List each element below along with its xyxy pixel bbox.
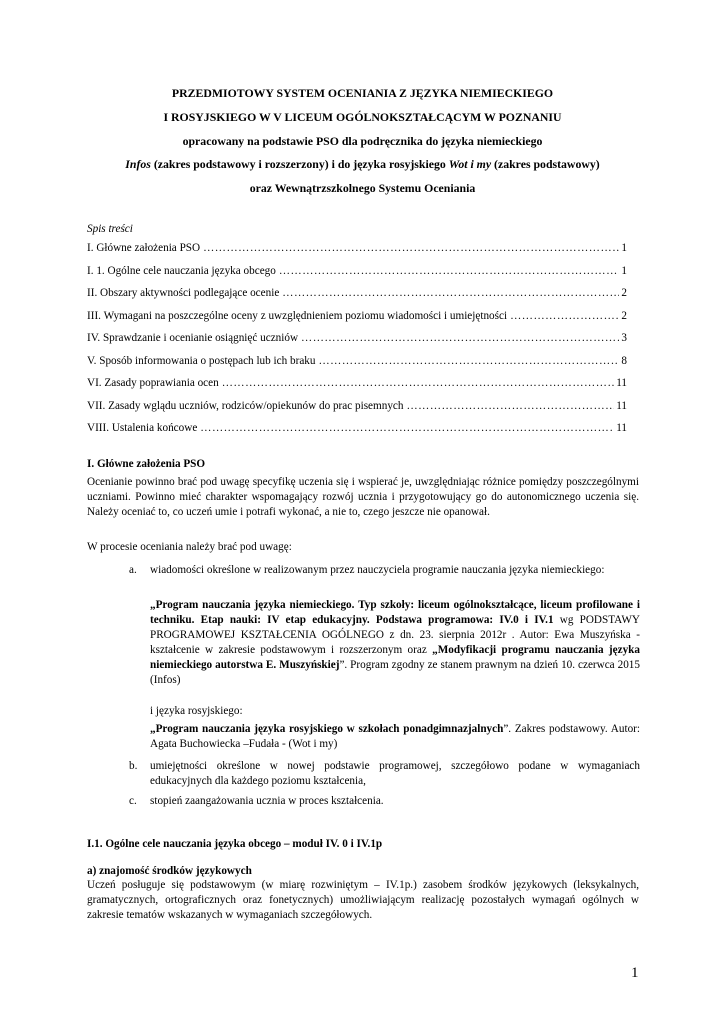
toc-item-page: 3 xyxy=(621,332,627,344)
toc-item-page: 11 xyxy=(616,422,627,434)
program-ru-title: „Program nauczania języka rosyjskiego w szkołach ponadgimnazjalnych xyxy=(150,723,504,735)
page-number: 1 xyxy=(631,965,639,981)
section-1-1-heading: I.1. Ogólne cele nauczania języka obcego – moduł IV. 0 i IV.1p xyxy=(87,838,383,850)
program-ru-tail: ”. Zakres podstawowy. Autor: Agata Buchowiecka –Fudała - (Wot i my) xyxy=(150,723,640,750)
section-1-1-subheading: a) znajomość środków językowych xyxy=(87,865,252,877)
toc-leader-dots xyxy=(279,264,620,279)
toc-item-page: 11 xyxy=(616,377,627,389)
toc-leader-dots xyxy=(203,241,619,256)
toc-leader-dots xyxy=(318,354,619,369)
toc-item-page: 8 xyxy=(621,354,627,367)
title-line-4 xyxy=(40,157,685,172)
program-de-title: „Program nauczania języka niemieckiego. Typ szkoły: liceum ogólnokształcące, liceum profilowane i techniku. Etap nauki: IV etap edukacyjny. Podstawa programowa: IV.0 i IV.1 xyxy=(150,599,640,626)
section-1-heading: I. Główne założenia PSO xyxy=(87,458,206,470)
toc-item-label: VI. Zasady poprawiania ocen xyxy=(87,377,219,389)
title-line-3: opracowany na podstawie PSO dla podręcznika do języka niemieckiego xyxy=(182,134,543,148)
toc-leader-dots xyxy=(282,286,619,301)
toc-heading: Spis treści xyxy=(87,223,133,235)
toc-leader-dots xyxy=(510,309,619,324)
program-de-block xyxy=(150,598,640,688)
toc-item-label: II. Obszary aktywności podlegające ocenie xyxy=(87,287,280,299)
toc-leader-dots xyxy=(301,331,619,346)
section-1-paragraph-1: Ocenianie powinno brać pod uwagę specyfikę uczenia się i wspierać je, uwzględniając różnice pomiędzy poszczególnymi uczniami. Powinno mieć charakter wspomagający rozwój ucznia i przygotowujący go do autonomicznego uczenia się. Należy oceniać to, co uczeń umie i potrafi wykonać, a nie to, czego jeszcze nie opanował. xyxy=(87,476,639,518)
toc-item-page: 2 xyxy=(621,309,627,322)
title-infos: Infos xyxy=(125,157,151,171)
title-line-1: PRZEDMIOTOWY SYSTEM OCENIANIA Z JĘZYKA NIEMIECKIEGO xyxy=(171,86,554,100)
list-item-a: wiadomości określone w realizowanym przez nauczyciela programie nauczania języka niemieckiego: xyxy=(150,564,605,576)
toc-item-label: VIII. Ustalenia końcowe xyxy=(87,422,198,434)
toc-item[interactable] xyxy=(87,376,627,391)
list-marker-b: b. xyxy=(129,760,138,772)
ru-intro: i języka rosyjskiego: xyxy=(150,705,243,717)
program-de-tail: ”. Program zgodny ze stanem prawnym na dzień 10. czerwca 2015 (Infos) xyxy=(150,659,640,686)
toc-leader-dots xyxy=(406,399,614,414)
list-marker-a: a. xyxy=(129,564,137,576)
list-item-b: umiejętności określone w nowej podstawie programowej, szczegółowo podane w wymaganiach edukacyjnych dla każdego poziomu kształcenia, xyxy=(150,760,640,787)
toc-item[interactable] xyxy=(87,354,627,369)
toc-item-label: I. 1. Ogólne cele nauczania języka obcego xyxy=(87,264,276,277)
list-marker-c: c. xyxy=(129,795,137,807)
toc-item[interactable] xyxy=(87,421,627,436)
section-1-1-paragraph: Uczeń posługuje się podstawowym (w miarę rozwiniętym – IV.1p.) zasobem środków językowych (leksykalnych, gramatycznych, ortograficznych oraz fonetycznych) umożliwiającym realizację pozostałych wymagań ogólnych w zakresie tematów wskazanych w wymaganiach szczegółowych. xyxy=(87,879,639,921)
toc-item-page: 1 xyxy=(621,264,627,277)
toc-item-label: V. Sposób informowania o postępach lub ich braku xyxy=(87,354,316,367)
program-de-modification: „Modyfikacji programu nauczania języka niemieckiego autorstwa E. Muszyńskiej xyxy=(150,644,640,671)
toc-item-label: IV. Sprawdzanie i ocenianie osiągnięć uczniów xyxy=(87,332,299,344)
toc-item[interactable] xyxy=(87,286,627,301)
toc-leader-dots xyxy=(222,376,615,391)
toc-item-page: 1 xyxy=(621,242,627,254)
program-de-details: wg PODSTAWY PROGRAMOWEJ KSZTAŁCENIA OGÓLNEGO z dn. 23. sierpnia 2012r . Autor: Ewa Muszyńska - kształcenie w zakresie podstawowym i rozszerzonym oraz xyxy=(150,614,640,656)
title-line-2: I ROSYJSKIEGO W V LICEUM OGÓLNOKSZTAŁCĄCYM W POZNANIU xyxy=(163,110,562,124)
title-line-4-b: (zakres podstawowy i rozszerzony) i do języka rosyjskiego xyxy=(150,157,449,171)
title-wot-i-my: Wot i my xyxy=(448,157,492,171)
toc-item-label: III. Wymagani na poszczególne oceny z uwzględnieniem poziomu wiadomości i umiejętności xyxy=(87,309,508,322)
toc-leader-dots xyxy=(200,421,614,436)
toc-item[interactable] xyxy=(87,309,627,324)
toc-item-label: VII. Zasady wglądu uczniów, rodziców/opiekunów do prac pisemnych xyxy=(87,399,404,412)
toc-item-page: 2 xyxy=(621,287,627,299)
toc-item-label: I. Główne założenia PSO xyxy=(87,242,201,254)
title-line-5: oraz Wewnątrzszkolnego Systemu Oceniania xyxy=(249,181,476,195)
toc-item[interactable] xyxy=(87,264,627,279)
title-line-4-d: (zakres podstawowy) xyxy=(491,157,600,171)
program-ru-block xyxy=(150,722,640,752)
toc-item[interactable] xyxy=(87,399,627,414)
list-item-c: stopień zaangażowania ucznia w proces kształcenia. xyxy=(150,795,384,807)
toc-item[interactable] xyxy=(87,241,627,256)
toc-item[interactable] xyxy=(87,331,627,346)
section-1-paragraph-2: W procesie oceniania należy brać pod uwagę: xyxy=(87,541,292,553)
toc-item-page: 11 xyxy=(616,399,627,412)
